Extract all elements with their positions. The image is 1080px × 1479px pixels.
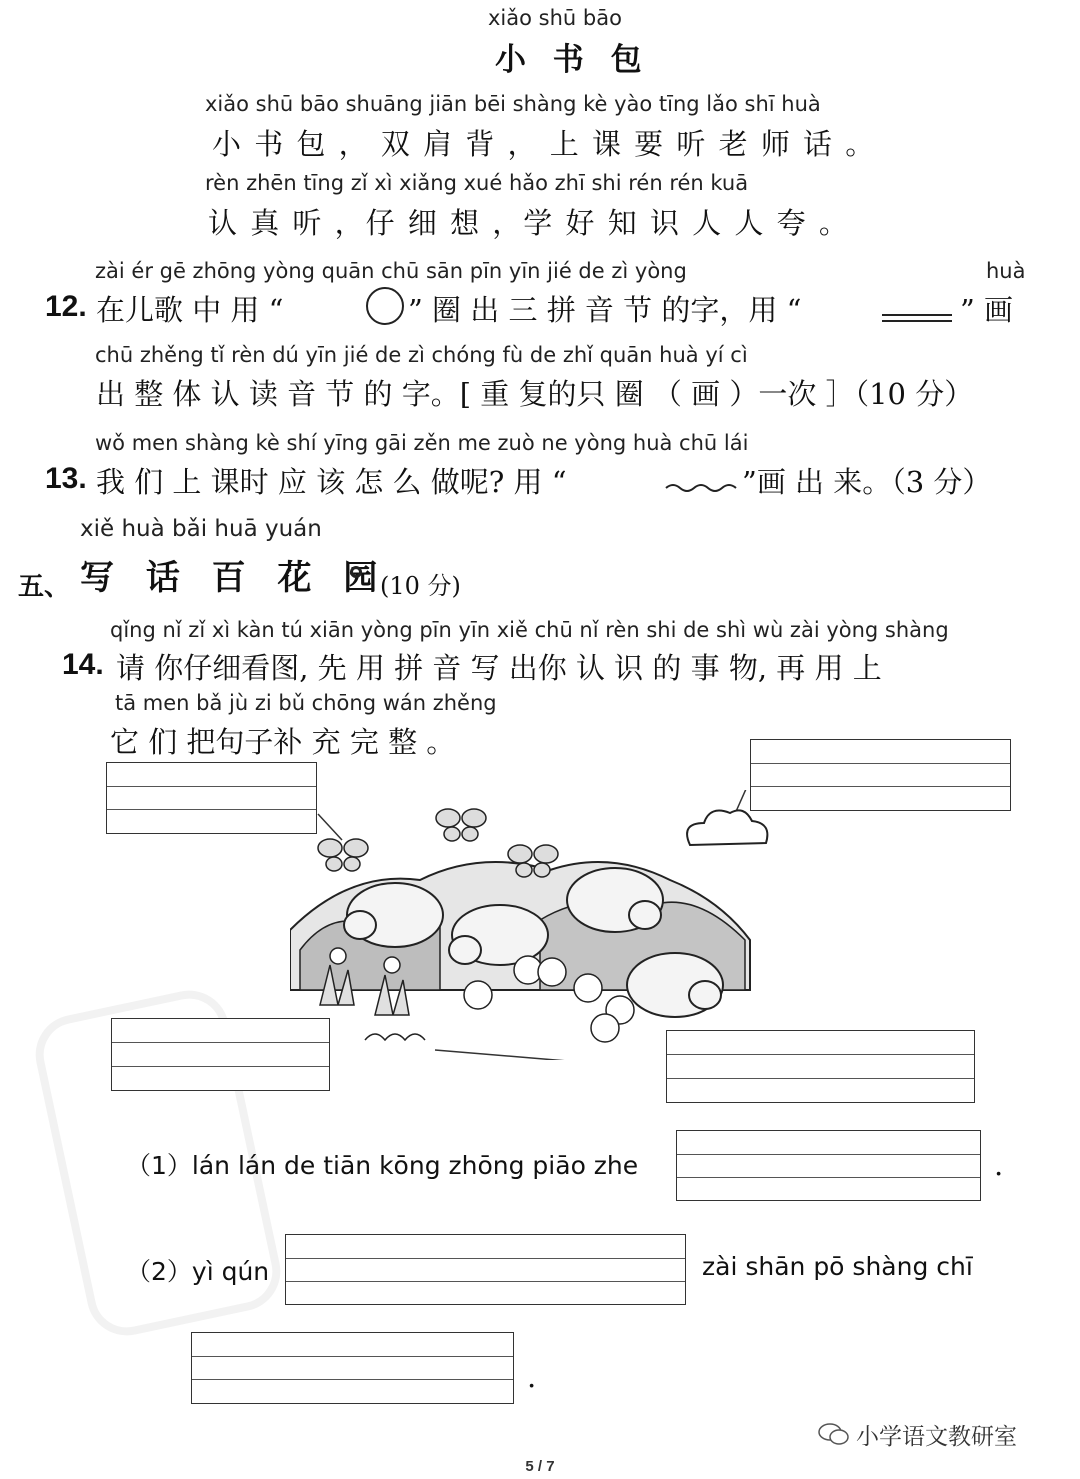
section5-score: (10 分)	[380, 572, 461, 600]
writing-grid-top-right[interactable]	[750, 739, 1011, 811]
q12-text-line2: 出 整 体 认 读 音 节 的 字。[ 重 复的只 圈 （ 画 ）一次 ］（10 分）	[96, 377, 974, 411]
poem-line1-pinyin: xiǎo shū bāo shuāng jiān bēi shàng kè yào tīng lǎo shī huà	[205, 92, 821, 116]
poem-line2-pinyin: rèn zhēn tīng zǐ xì xiǎng xué hǎo zhī shi rén rén kuā	[205, 171, 749, 195]
sentence-2-period: .	[527, 1360, 537, 1394]
q12-pinyin-line1-end: huà	[986, 259, 1026, 283]
q14-text-line2: 它 们 把句子补 充 完 整 。	[110, 725, 456, 759]
sentence-2-answer-grid-1[interactable]	[285, 1234, 686, 1305]
sentence-1-prefix: （1）lán lán de tiān kōng zhōng piāo zhe	[126, 1151, 639, 1180]
circle-mark-icon	[364, 285, 406, 327]
section5-title: 写 话 百 花 园	[80, 558, 388, 598]
section5-pinyin: xiě huà bǎi huā yuán	[80, 516, 322, 542]
poem-line1: 小 书 包 ， 双 肩 背 ， 上 课 要 听 老 师 话 。	[212, 127, 877, 161]
poem-title: 小 书 包	[495, 42, 650, 78]
meadow-illustration	[290, 790, 770, 1060]
q12-pinyin-line1: zài ér gē zhōng yòng quān chū sān pīn yīn jié de zì yòng	[95, 259, 687, 283]
section5-title-dot	[350, 566, 362, 578]
sentence-2-prefix: （2）yì qún	[126, 1257, 270, 1286]
q13-text: 我 们 上 课时 应 该 怎 么 做呢? 用 “	[96, 465, 567, 499]
section5-label: 五、	[18, 572, 71, 602]
q13-text-end: ”画 出 来。（3 分）	[742, 465, 992, 499]
q14-number: 14.	[62, 648, 104, 681]
page-number: 5 / 7	[525, 1458, 555, 1475]
double-underline-icon	[880, 312, 954, 326]
q14-pinyin-line2: tā men bǎ jù zi bǔ chōng wán zhěng	[115, 691, 497, 715]
brand-name: 小学语文教研室	[856, 1424, 1017, 1450]
sentence-2-suffix: zài shān pō shàng chī	[702, 1252, 973, 1281]
writing-grid-top-left[interactable]	[106, 762, 317, 834]
sentence-2-answer-grid-2[interactable]	[191, 1332, 514, 1404]
q13-number: 13.	[45, 462, 87, 495]
poem-line2: 认 真 听 ，仔 细 想 ，学 好 知 识 人 人 夸 。	[208, 206, 850, 240]
sentence-1-period: .	[994, 1148, 1004, 1182]
q12-text-part1: 在儿歌 中 用 “	[96, 293, 284, 327]
q12-number: 12.	[45, 290, 87, 323]
q12-text-part3: ” 画	[960, 293, 1014, 327]
wavy-underline-icon	[664, 480, 738, 496]
poem-title-pinyin: xiǎo shū bāo	[488, 6, 622, 30]
q13-pinyin: wǒ men shàng kè shí yīng gāi zěn me zuò ne yòng huà chū lái	[95, 431, 749, 455]
sentence-1-answer-grid[interactable]	[676, 1130, 981, 1201]
wechat-icon	[818, 1422, 850, 1444]
q12-pinyin-line2: chū zhěng tǐ rèn dú yīn jié de zì chóng fù de zhǐ quān huà yí cì	[95, 343, 748, 367]
q12-text-part2: ” 圈 出 三 拼 音 节 的字，用 “	[408, 293, 802, 327]
q14-pinyin-line1: qǐng nǐ zǐ xì kàn tú xiān yòng pīn yīn xiě chū nǐ rèn shi de shì wù zài yòng shàng	[110, 618, 949, 642]
q14-text-line1: 请 你仔细看图, 先 用 拼 音 写 出你 认 识 的 事 物, 再 用 上	[116, 651, 882, 685]
